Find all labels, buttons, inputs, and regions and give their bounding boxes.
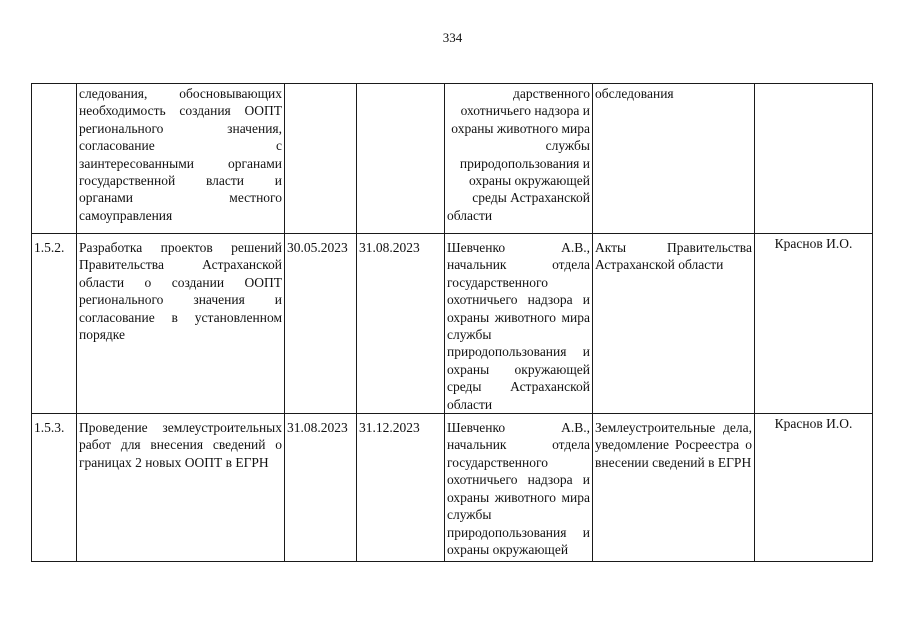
end-date-cell: 31.08.2023 (357, 234, 445, 414)
row-number-cell: 1.5.2. (32, 234, 77, 414)
row-number-cell: 1.5.3. (32, 414, 77, 562)
end-date-cell: 31.12.2023 (357, 414, 445, 562)
responsible-cell: Шевченко А.В., начальник отдела государственного охотничьего надзора и охраны животного мира службы природопользования и охраны окружающей среды Астраханской области (445, 234, 593, 414)
start-date-cell (285, 84, 357, 234)
supervisor-cell: Краснов И.О. (755, 234, 873, 414)
row-number-cell (32, 84, 77, 234)
action-cell: следования, обосновывающих необходимость создания ООПТ регионального значения, согласование с заинтересованными органами государственной власти и органами местного самоуправления (77, 84, 285, 234)
responsible-cell: Шевченко А.В., начальник отдела государственного охотничьего надзора и охраны животного мира службы природопользования и охраны окружающей (445, 414, 593, 562)
responsible-cell: дарственного охотничьего надзора и охраны животного мира службы природопользования и охраны окружающей среды Астраханской области (445, 84, 593, 234)
table-row (32, 414, 873, 562)
table-row (32, 234, 873, 414)
result-cell: Акты Правительства Астраханской области (593, 234, 755, 414)
result-cell: Землеустроительные дела, уведомление Росреестра о внесении сведений в ЕГРН (593, 414, 755, 562)
result-cell: обследования (593, 84, 755, 234)
page-number: 334 (442, 30, 463, 45)
action-cell: Разработка проектов решений Правительства Астраханской области о создании ООПТ регионального значения и согласование в установленном порядке (77, 234, 285, 414)
start-date-cell: 31.08.2023 (285, 414, 357, 562)
start-date-cell: 30.05.2023 (285, 234, 357, 414)
supervisor-cell: Краснов И.О. (755, 414, 873, 562)
end-date-cell (357, 84, 445, 234)
table-row (32, 84, 873, 234)
plan-table (31, 83, 873, 562)
action-cell: Проведение землеустроительных работ для внесения сведений о границах 2 новых ООПТ в ЕГРН (77, 414, 285, 562)
supervisor-cell (755, 84, 873, 234)
